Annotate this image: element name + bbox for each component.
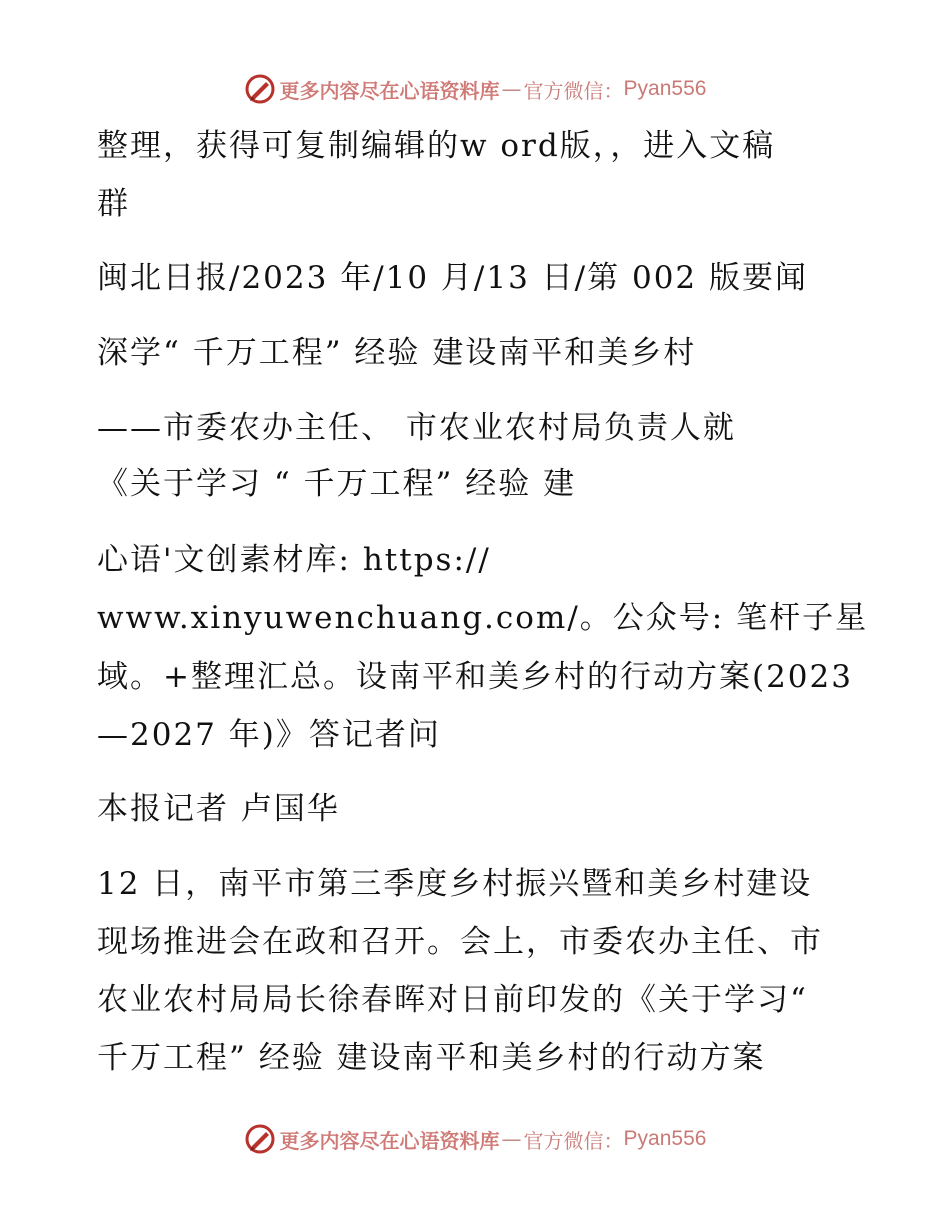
header-banner — [0, 72, 950, 106]
text-line: —2027 年)》答记者问 — [97, 717, 441, 753]
text-line: 心语'文创素材库: https:// — [97, 542, 491, 578]
text-line: 群 — [97, 186, 130, 222]
text-line: 农业农村局局长徐春晖对日前印发的《关于学习“ — [97, 982, 808, 1018]
footer-banner-separator: — — [501, 1127, 522, 1151]
header-banner-text: 更多内容尽在心语资料库 — [279, 78, 500, 103]
footer-banner — [0, 1122, 950, 1156]
header-banner-separator: — — [501, 77, 522, 101]
footer-banner-text: 更多内容尽在心语资料库 — [279, 1128, 500, 1153]
text-line: 整理，获得可复制编辑的w ord版，，进入文稿 — [97, 128, 776, 164]
text-line: 12 日，南平市第三季度乡村振兴暨和美乡村建设 — [97, 866, 813, 902]
text-line: 现场推进会在政和召开。会上，市委农办主任、市 — [97, 924, 823, 960]
text-line: 域。+整理汇总。设南平和美乡村的行动方案(2023 — [97, 659, 853, 695]
text-line: 本报记者 卢国华 — [97, 791, 340, 827]
text-line: 深学“ 千万工程” 经验 建设南平和美乡村 — [97, 335, 697, 371]
pen-logo-icon — [244, 1123, 276, 1155]
text-line: www.xinyuwenchuang.com/。公众号: 笔杆子星 — [97, 600, 869, 636]
footer-wechat-label: 官方微信： — [523, 1128, 624, 1153]
footer-wechat-id: Pyan556 — [623, 1127, 707, 1150]
header-wechat-id: Pyan556 — [623, 77, 707, 100]
text-line: 闽北日报/2023 年/10 月/13 日/第 002 版要闻 — [97, 260, 809, 296]
text-line: ——市委农办主任、 市农业农村局负责人就 — [97, 410, 736, 446]
pen-logo-icon — [244, 73, 276, 105]
text-line: 《关于学习 “ 千万工程” 经验 建 — [97, 466, 577, 502]
text-line: 千万工程” 经验 建设南平和美乡村的行动方案 — [97, 1040, 766, 1076]
header-wechat-label: 官方微信： — [523, 78, 624, 103]
